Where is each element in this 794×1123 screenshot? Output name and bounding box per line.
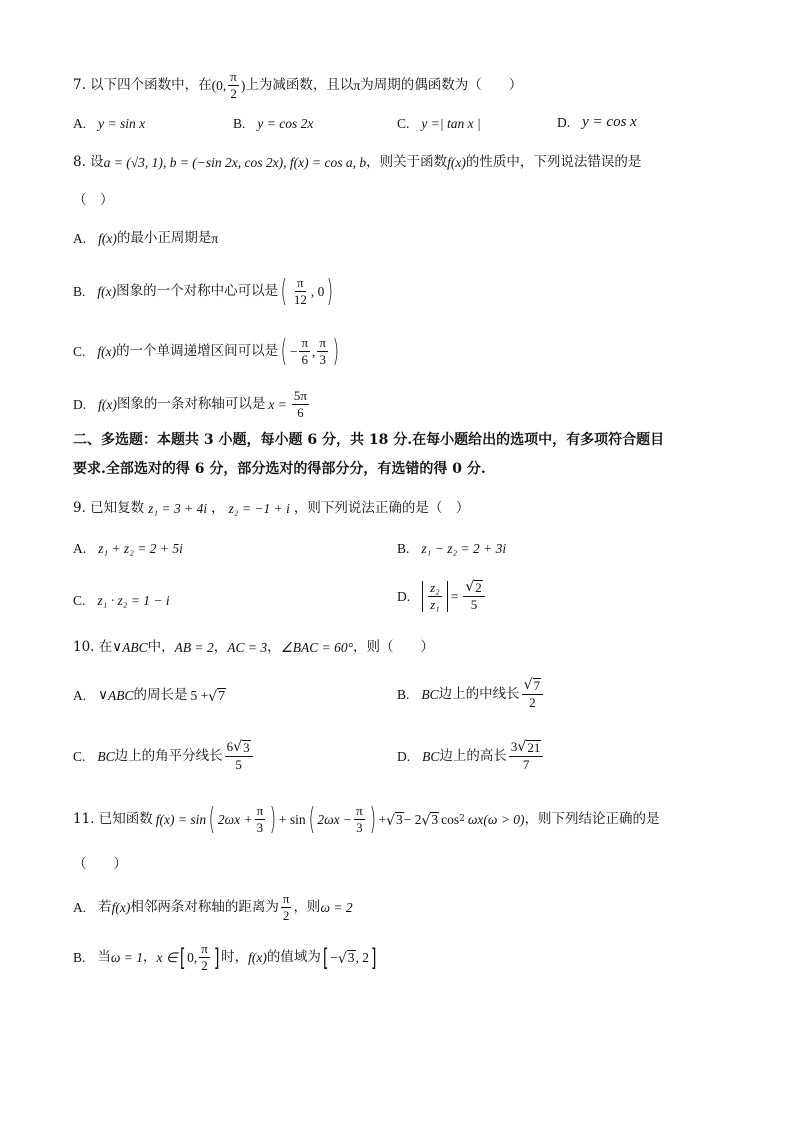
q7-text-c: 为周期的偶函数为（ ）	[360, 77, 523, 94]
q11-cos: cos	[441, 812, 460, 828]
q11-frac1-den: 3	[256, 820, 264, 836]
q9-option-c	[73, 594, 170, 608]
q8-option-b-tail: , 0	[310, 284, 325, 300]
q8-option-c-den1: 6	[301, 352, 308, 368]
q8-text-num: 8. 设	[73, 154, 104, 170]
q11-tail-text: ，则下列结论正确的是	[524, 811, 660, 828]
q7-option-b	[233, 117, 313, 131]
q9-option-d	[397, 580, 487, 613]
q9-z2: z₂ = −1 + i	[228, 501, 290, 516]
q11-rad1: 3	[395, 811, 403, 827]
q10-option-a: A. ∨ ABC 的周长是 5 + √ 7	[73, 687, 225, 705]
q9-option-b-label: B.	[397, 541, 410, 556]
q8-option-b-den: 12	[293, 292, 307, 308]
q7-option-d-label: D.	[557, 114, 571, 130]
q11-fx: f(x) = sin	[155, 812, 207, 828]
q9-option-a-label: A.	[73, 541, 87, 556]
q11-option-b-omega: ω = 1	[110, 950, 144, 966]
q8-option-a-pi: π	[211, 231, 219, 246]
q7-option-c	[397, 117, 481, 131]
q8-option-c-text: 的一个单调递增区间可以是	[116, 343, 279, 360]
q7-interval-left: (0,	[211, 78, 227, 94]
q8-option-a-text: 的最小正周期是	[116, 230, 212, 246]
q7-option-a	[73, 117, 145, 131]
q8-option-c-den2: 3	[319, 352, 326, 368]
q11-option-a-tail: ，则	[293, 899, 321, 916]
q10-option-a-text: 的周长是	[133, 687, 188, 704]
q11-text: 11. 已知函数	[73, 811, 153, 828]
q8-option-a-label: A.	[73, 231, 87, 246]
q11-option-b-num: π	[199, 942, 210, 958]
q7-option-b-label: B.	[233, 116, 246, 131]
q11-stem: 11. 已知函数 f(x) = sin ( 2ωx + $\frac{\pi}{3}$ ) + sin ( 2ωx − $\frac{\pi}{3}$ ) + √ 3 − 2 √ 3 cos 2 ωx(ω > 0) ，则下列结论正确的是	[73, 801, 660, 837]
q8-paren-text: （ ）	[73, 192, 114, 208]
q11-option-b-x: x ∈	[156, 950, 178, 966]
q11-option-a-den: 2	[282, 908, 290, 924]
q8-option-d-num: 5π	[292, 389, 309, 405]
q11-option-b-rad: 3	[347, 949, 355, 965]
q10-option-d-rad: 21	[527, 740, 541, 756]
q9-option-d-eq: =	[450, 588, 459, 604]
q9-option-d-abs	[422, 581, 448, 613]
q10-ac: AC = 3	[227, 640, 268, 655]
section-2-line-1	[73, 433, 664, 447]
q8-option-a	[73, 232, 218, 246]
q10-option-d	[397, 740, 545, 773]
q8-paren	[73, 194, 114, 208]
q11-option-b-den: 2	[201, 958, 208, 974]
q11-option-a-num: π	[281, 892, 292, 908]
q10-option-c	[73, 740, 255, 773]
q10-option-b	[397, 678, 545, 711]
q8-option-a-fx: f(x)	[98, 231, 117, 246]
q9-option-d-den: z₁	[430, 596, 440, 612]
q10-bac: ∠BAC = 60°	[280, 640, 353, 655]
q10-option-b-label: B.	[397, 686, 410, 702]
q7-option-d	[557, 115, 637, 130]
q10-option-a-abc: ABC	[108, 688, 134, 704]
q10-option-a-rad: 7	[218, 688, 225, 703]
q8-option-c-frac1	[299, 336, 310, 368]
q10-option-b-text: 边上的中线长	[438, 685, 520, 702]
q11-option-b-fx: f(x)	[248, 950, 267, 966]
q8-option-d-fx: f(x)	[98, 397, 117, 413]
q11-option-a	[73, 892, 353, 924]
q10-option-c-frac: 6 √ 3 5	[225, 740, 253, 773]
q10-mid: 中，	[147, 639, 175, 655]
q10-option-d-coef: 3	[510, 739, 518, 754]
q11-option-a-label: A.	[73, 900, 87, 916]
q11-rad2: 3	[431, 811, 439, 827]
q8-option-c-num2: π	[317, 336, 328, 352]
q7-frac-den: 2	[230, 86, 237, 102]
q8-option-d-eq: x =	[268, 397, 287, 413]
q11-frac1-num: π	[255, 804, 266, 820]
q10-ab: AB = 2	[174, 640, 214, 655]
q7-text-a: 7. 以下四个函数中，在	[73, 77, 212, 94]
q8-option-d	[73, 389, 311, 421]
q8-option-b-num: π	[295, 276, 306, 292]
q10-option-c-rad: 3	[243, 740, 250, 756]
q8-option-b-fx: f(x)	[97, 284, 117, 300]
q11-frac2-den: 3	[356, 820, 363, 836]
q9-stem: 9. 已知复数 z₁ = 3 + 4i ， z₂ = −1 + i ，则下列说法正确的是（ ）	[73, 500, 470, 516]
q8-option-c: C. f(x) 的一个单调递增区间可以是 ( − $\frac{\pi}{6}$ , $\frac{\pi}{3}$ )	[73, 333, 340, 369]
q9-option-a	[73, 542, 183, 556]
q11-option-b-pre: 当	[97, 949, 111, 966]
q9-option-d-rnum: 2	[475, 580, 482, 596]
q11-frac2	[354, 804, 365, 836]
q9-tail: ，则下列说法正确的是（ ）	[293, 500, 470, 516]
section-2-line-1-text: 二、多选题：本题共 3 小题，每小题 6 分，共 18 分.在每小题给出的选项中，有多项符合题目	[73, 432, 665, 448]
q8-option-b-text: 图象的一个对称中心可以是	[116, 283, 279, 300]
q10-option-d-text: 边上的高长	[439, 747, 507, 764]
q7-pi: π	[353, 78, 361, 94]
q10-option-b-bc: BC	[421, 686, 439, 702]
q7-option-a-label: A.	[73, 116, 87, 131]
q8-option-d-frac	[292, 389, 309, 421]
section-2-line-2-text: 要求.全部选对的得 6 分，部分选对的得部分分，有选错的得 0 分.	[73, 461, 486, 477]
q8-option-c-num1: π	[299, 336, 310, 352]
q10-text: 10. 在∨	[73, 639, 123, 655]
q7-frac	[228, 70, 239, 102]
q10-option-b-rad: 7	[533, 678, 541, 694]
q11-option-b-label: B.	[73, 950, 86, 966]
q11-frac2-num: π	[354, 804, 365, 820]
q9-z1: z₁ = 3 + 4i	[148, 501, 208, 516]
q11-option-a-text: 相邻两条对称轴的距离为	[130, 899, 279, 916]
q9-option-d-rden: 5	[470, 597, 478, 613]
q11-option-b-text: 的值域为	[266, 949, 321, 966]
q7-option-d-text: y = cos x	[582, 114, 637, 130]
q8-option-b: B. f(x) 图象的一个对称中心可以是 ( $\frac{\pi}{12}$ , 0 )	[73, 273, 334, 309]
q11-paren-text: （ ）	[73, 856, 127, 872]
q9-option-d-rhs: √ 2 5	[463, 580, 484, 613]
q11-paren	[73, 858, 127, 872]
q11-option-a-frac	[281, 892, 292, 924]
q10-option-a-pre: ∨	[98, 687, 109, 704]
q10-option-c-label: C.	[73, 748, 86, 764]
q11-plus-sin: + sin	[278, 812, 306, 828]
q7-interval-right: )	[240, 78, 246, 94]
q7-option-c-label: C.	[397, 116, 410, 131]
q11-frac1	[255, 804, 266, 836]
q8-option-c-frac2	[317, 336, 328, 368]
q8-stem: 8. 设 a = (√3, 1) , b = (−sin 2x, cos 2x) , f(x) = cos a, b ，则关于函数 f(x) 的性质中，下列说法错误的是	[73, 154, 642, 170]
section-2-line-2	[73, 462, 486, 476]
q8-option-c-fx: f(x)	[97, 344, 117, 360]
q9-text: 9. 已知复数	[73, 500, 145, 516]
q10-stem: 10. 在∨ ABC 中， AB = 2 ， AC = 3 ， ∠BAC = 60° ，则（ ）	[73, 639, 434, 655]
q8-option-d-label: D.	[73, 397, 87, 413]
q11-option-b-sep: ，	[143, 949, 157, 966]
q10-option-c-den: 5	[235, 757, 242, 773]
q9-option-d-num: z₂	[428, 581, 442, 597]
q7-option-a-text: y = sin x	[98, 116, 146, 131]
q10-option-a-val: 5 +	[190, 688, 209, 704]
q11-square: 2	[459, 814, 465, 825]
q9-option-a-text: z₁ + z₂ = 2 + 5i	[98, 541, 183, 556]
q7-option-b-text: y = cos 2x	[257, 116, 314, 131]
q8-f-def: f(x) = cos a, b	[289, 155, 367, 170]
q11-option-b-r1: −	[330, 950, 338, 966]
q11-option-b-i0: 0,	[187, 950, 198, 966]
q8-option-b-label: B.	[73, 284, 86, 300]
q10-option-d-frac: 3 √ 21 7	[509, 740, 543, 773]
q7-frac-num: π	[228, 70, 239, 86]
q9-option-d-frac	[428, 581, 442, 613]
q8-text-tail: ，则关于函数	[366, 154, 448, 170]
q10-abc: ABC	[122, 640, 148, 655]
q7-stem	[73, 70, 522, 102]
q11-arg1: 2ωx +	[217, 812, 253, 828]
q11-minus-2: − 2	[403, 812, 422, 828]
q10-option-b-den: 2	[529, 695, 536, 711]
q10-option-d-label: D.	[397, 748, 411, 764]
q11-option-a-pre: 若	[98, 899, 112, 916]
q10-option-d-bc: BC	[422, 748, 440, 764]
q11-option-a-eq: ω = 2	[320, 900, 353, 916]
q9-option-b-text: z₁ − z₂ = 2 + 3i	[421, 541, 507, 556]
q10-option-a-label: A.	[73, 688, 87, 704]
q11-option-b-frac	[199, 942, 210, 974]
q8-option-b-frac	[292, 276, 309, 308]
q8-option-c-label: C.	[73, 344, 86, 360]
q9-option-c-label: C.	[73, 593, 86, 608]
q11-option-a-fx: f(x)	[111, 900, 131, 916]
q10-option-c-bc: BC	[97, 748, 115, 764]
q8-fx: f(x)	[447, 155, 466, 170]
q11-omega-cond: ωx(ω > 0)	[467, 812, 525, 828]
q11-option-b-mid: 时，	[221, 949, 249, 966]
q10-option-c-text: 边上的角平分线长	[114, 747, 223, 764]
q10-tail: ，则（ ）	[353, 639, 434, 655]
q9-option-b	[397, 542, 506, 556]
q7-option-c-text: y =| tan x |	[421, 116, 481, 131]
q8-vector-b: b = (−sin 2x, cos 2x)	[169, 155, 284, 170]
q8-vector-a: a = (√3, 1)	[103, 155, 163, 170]
q8-option-d-den: 6	[297, 405, 304, 421]
q11-arg2: 2ωx −	[317, 812, 353, 828]
q10-option-d-den: 7	[522, 757, 530, 773]
q8-text-tail2: 的性质中，下列说法错误的是	[465, 154, 642, 170]
q10-option-b-frac: √ 7 2	[522, 678, 543, 711]
q9-option-c-text: z₁ · z₂ = 1 − i	[97, 593, 170, 608]
q7-text-b: 上为减函数，且以	[245, 77, 354, 94]
q11-option-b: B. 当 ω = 1 ， x ∈ [ 0, $\frac{\pi}{2}$ ] 时， f(x) 的值域为 [ − √ 3 , 2 ]	[73, 941, 377, 974]
q8-option-d-text: 图象的一条对称轴可以是	[116, 396, 266, 413]
q9-option-d-label: D.	[397, 588, 411, 604]
q11-option-b-r2: , 2	[355, 950, 370, 966]
q10-option-c-coef: 6	[226, 739, 234, 754]
